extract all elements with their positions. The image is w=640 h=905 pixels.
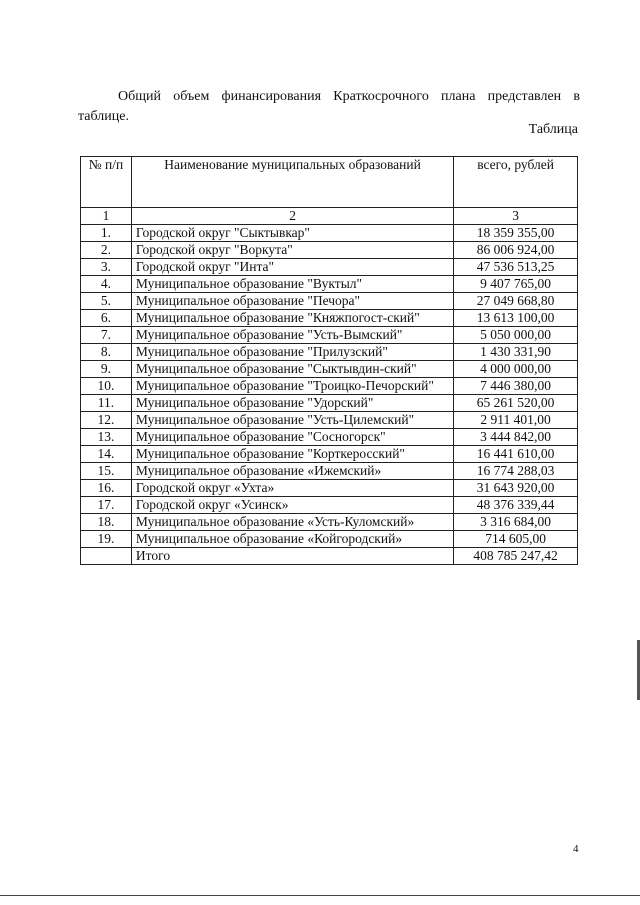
row-sum: 4 000 000,00 <box>454 361 578 378</box>
row-name: Муниципальное образование «Койгородский» <box>131 531 453 548</box>
page-number: 4 <box>573 843 579 855</box>
row-sum: 714 605,00 <box>454 531 578 548</box>
header-num: № п/п <box>81 157 132 208</box>
row-name: Муниципальное образование "Княжпогост-ский" <box>131 310 453 327</box>
row-sum: 9 407 765,00 <box>454 276 578 293</box>
row-number: 13. <box>81 429 132 446</box>
row-sum: 2 911 401,00 <box>454 412 578 429</box>
row-sum: 13 613 100,00 <box>454 310 578 327</box>
row-sum: 86 006 924,00 <box>454 242 578 259</box>
row-number: 1. <box>81 225 132 242</box>
row-sum: 18 359 355,00 <box>454 225 578 242</box>
index-cell: 2 <box>131 208 453 225</box>
row-name: Городской округ «Ухта» <box>131 480 453 497</box>
row-name: Муниципальное образование "Печора" <box>131 293 453 310</box>
row-name: Городской округ "Воркута" <box>131 242 453 259</box>
row-sum: 31 643 920,00 <box>454 480 578 497</box>
row-name: Муниципальное образование «Ижемский» <box>131 463 453 480</box>
index-cell: 3 <box>454 208 578 225</box>
table-row <box>81 361 578 378</box>
total-label: Итого <box>131 548 453 565</box>
row-sum: 3 444 842,00 <box>454 429 578 446</box>
row-name: Муниципальное образование «Усть-Куломский» <box>131 514 453 531</box>
row-number: 3. <box>81 259 132 276</box>
financing-table <box>80 156 578 565</box>
row-name: Городской округ «Усинск» <box>131 497 453 514</box>
table-body <box>81 225 578 548</box>
row-number: 19. <box>81 531 132 548</box>
row-number: 12. <box>81 412 132 429</box>
table-row <box>81 497 578 514</box>
table-row <box>81 293 578 310</box>
row-name: Муниципальное образование "Усть-Вымский" <box>131 327 453 344</box>
total-num-cell <box>81 548 132 565</box>
row-name: Городской округ "Инта" <box>131 259 453 276</box>
row-number: 7. <box>81 327 132 344</box>
row-number: 6. <box>81 310 132 327</box>
row-number: 9. <box>81 361 132 378</box>
row-sum: 27 049 668,80 <box>454 293 578 310</box>
table-row <box>81 327 578 344</box>
row-number: 14. <box>81 446 132 463</box>
row-name: Муниципальное образование "Усть-Цилемский" <box>131 412 453 429</box>
table-row <box>81 259 578 276</box>
row-name: Муниципальное образование "Сосногорск" <box>131 429 453 446</box>
row-number: 10. <box>81 378 132 395</box>
row-name: Муниципальное образование "Корткеросский" <box>131 446 453 463</box>
row-name: Муниципальное образование "Сыктывдин-ский" <box>131 361 453 378</box>
row-sum: 16 774 288,03 <box>454 463 578 480</box>
row-sum: 7 446 380,00 <box>454 378 578 395</box>
row-sum: 5 050 000,00 <box>454 327 578 344</box>
table-row <box>81 276 578 293</box>
total-row <box>81 548 578 565</box>
row-name: Муниципальное образование "Вуктыл" <box>131 276 453 293</box>
row-sum: 65 261 520,00 <box>454 395 578 412</box>
table-row <box>81 463 578 480</box>
row-number: 8. <box>81 344 132 361</box>
row-number: 18. <box>81 514 132 531</box>
row-name: Городской округ "Сыктывкар" <box>131 225 453 242</box>
row-sum: 47 536 513,25 <box>454 259 578 276</box>
row-sum: 16 441 610,00 <box>454 446 578 463</box>
table-row <box>81 429 578 446</box>
row-number: 11. <box>81 395 132 412</box>
table-caption: Таблица <box>528 122 578 137</box>
table-row <box>81 310 578 327</box>
table-row <box>81 446 578 463</box>
table-row <box>81 344 578 361</box>
table-row <box>81 378 578 395</box>
row-number: 2. <box>81 242 132 259</box>
table-row <box>81 480 578 497</box>
row-sum: 48 376 339,44 <box>454 497 578 514</box>
header-sum: всего, рублей <box>454 157 578 208</box>
table-row <box>81 225 578 242</box>
header-name: Наименование муниципальных образований <box>131 157 453 208</box>
row-sum: 1 430 331,90 <box>454 344 578 361</box>
header-row <box>81 157 578 208</box>
index-row <box>81 208 578 225</box>
intro-paragraph: Общий объем финансирования Краткосрочного плана представлен в таблице. <box>78 89 580 124</box>
total-sum: 408 785 247,42 <box>454 548 578 565</box>
table-row <box>81 395 578 412</box>
row-number: 15. <box>81 463 132 480</box>
row-name: Муниципальное образование "Прилузский" <box>131 344 453 361</box>
table-row <box>81 514 578 531</box>
row-number: 16. <box>81 480 132 497</box>
row-number: 17. <box>81 497 132 514</box>
table-row <box>81 412 578 429</box>
index-cell: 1 <box>81 208 132 225</box>
row-sum: 3 316 684,00 <box>454 514 578 531</box>
row-number: 5. <box>81 293 132 310</box>
row-number: 4. <box>81 276 132 293</box>
scan-bottom-edge <box>0 895 640 896</box>
table-row <box>81 242 578 259</box>
table-row <box>81 531 578 548</box>
row-name: Муниципальное образование "Троицко-Печорский" <box>131 378 453 395</box>
row-name: Муниципальное образование "Удорский" <box>131 395 453 412</box>
